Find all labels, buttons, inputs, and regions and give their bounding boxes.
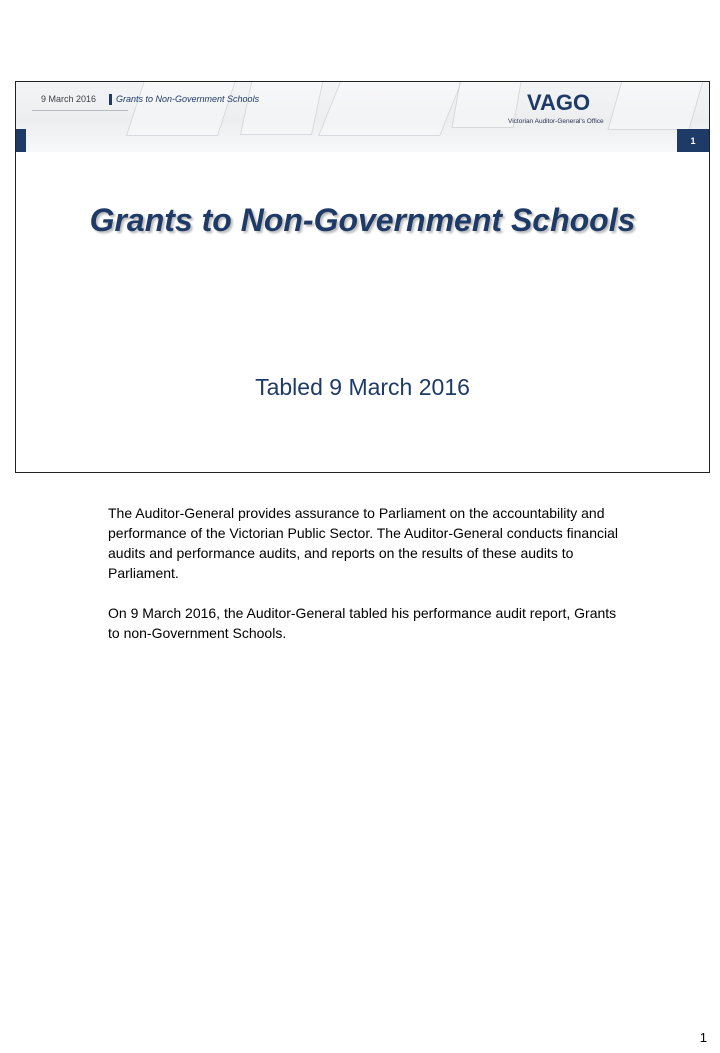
slide-title: Grants to Non-Government Schools bbox=[89, 202, 636, 238]
slide-number-badge: 1 bbox=[677, 129, 709, 152]
page-number: 1 bbox=[699, 1030, 707, 1045]
notes-paragraph: The Auditor-General provides assurance to Parliament on the accountability and performance of the Victorian Public Sector. The Auditor-General conducts financial audits and performance audits, and reports on the results of these audits to Parliament. bbox=[108, 505, 618, 581]
header-divider bbox=[109, 94, 112, 105]
header-date: 9 March 2016 bbox=[41, 94, 97, 104]
slide-subtitle: Tabled 9 March 2016 bbox=[255, 374, 470, 400]
speaker-notes bbox=[108, 503, 628, 663]
slide-header bbox=[16, 82, 709, 152]
notes-paragraph: On 9 March 2016, the Auditor-General tabled his performance audit report, Grants to non-Government Schools. bbox=[108, 605, 617, 641]
slide-thumbnail bbox=[15, 81, 710, 473]
vago-logo-subtitle: Victorian Auditor-General's Office bbox=[508, 118, 604, 125]
header-title: Grants to Non-Government Schools bbox=[116, 94, 260, 104]
header-accent-strip bbox=[16, 129, 26, 152]
vago-logo: VAGO bbox=[527, 90, 591, 115]
